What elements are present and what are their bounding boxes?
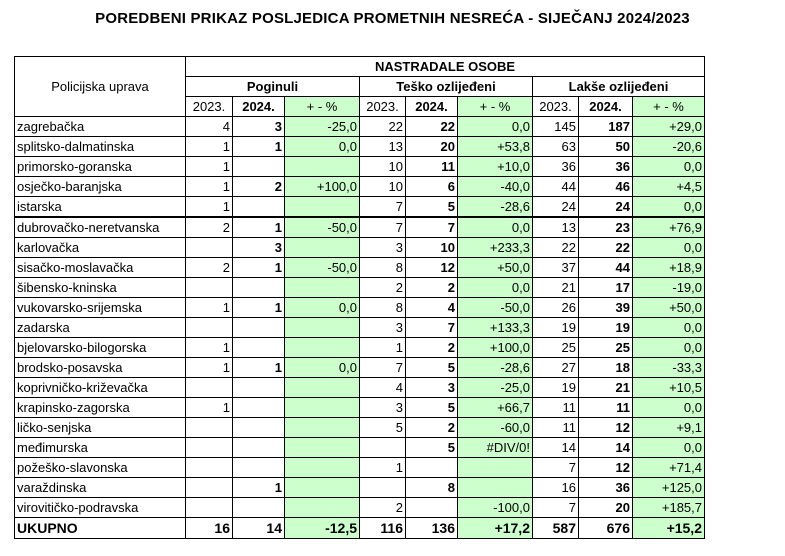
cell-light-change-pct: +4,5 [633, 177, 705, 197]
cell-killed-change-pct: 0,0 [285, 298, 360, 318]
cell-light-change-pct: 0,0 [633, 338, 705, 358]
cell-killed-change-pct: -50,0 [285, 217, 360, 238]
cell-light-2024: 20 [579, 498, 633, 518]
cell-killed-change-pct [285, 478, 360, 498]
cell-serious-change-pct: -40,0 [458, 177, 533, 197]
cell-light-2024: 12 [579, 418, 633, 438]
cell-light-change-pct: 0,0 [633, 238, 705, 258]
cell-serious-change-pct: 0,0 [458, 217, 533, 238]
police-unit-name: karlovačka [15, 238, 186, 258]
table-row [15, 338, 705, 358]
cell-serious-2024: 10 [406, 238, 458, 258]
cell-light-2023: 25 [533, 338, 579, 358]
cell-light-2024: 14 [579, 438, 633, 458]
cell-light-change-pct: 0,0 [633, 398, 705, 418]
col-header-police-unit: Policijska uprava [15, 57, 186, 117]
cell-killed-change-pct [285, 498, 360, 518]
cell-killed-2024 [233, 458, 285, 478]
cell-light-2023: 44 [533, 177, 579, 197]
cell-killed-2023 [186, 238, 233, 258]
cell-killed-change-pct [285, 318, 360, 338]
cell-serious-2023: 5 [360, 418, 406, 438]
cell-killed-2024: 1 [233, 137, 285, 157]
cell-serious-change-pct: +50,0 [458, 258, 533, 278]
cell-serious-2023: 22 [360, 117, 406, 137]
cell-serious-2023: 3 [360, 318, 406, 338]
cell-serious-2024: 136 [406, 518, 458, 539]
cell-killed-2023: 1 [186, 177, 233, 197]
cell-light-change-pct: +185,7 [633, 498, 705, 518]
cell-serious-2024: 5 [406, 358, 458, 378]
cell-serious-2023: 3 [360, 398, 406, 418]
cell-serious-2023: 2 [360, 498, 406, 518]
cell-serious-2023: 2 [360, 278, 406, 298]
cell-serious-2024 [406, 458, 458, 478]
subheader-pct: + - % [285, 97, 360, 117]
cell-serious-change-pct: -60,0 [458, 418, 533, 438]
subheader-pct: + - % [633, 97, 705, 117]
subheader-pct: + - % [458, 97, 533, 117]
table-row [15, 438, 705, 458]
cell-killed-change-pct [285, 157, 360, 177]
cell-light-2023: 37 [533, 258, 579, 278]
police-unit-name: dubrovačko-neretvanska [15, 217, 186, 238]
table-row [15, 238, 705, 258]
cell-serious-change-pct: +53,8 [458, 137, 533, 157]
cell-light-2023: 7 [533, 458, 579, 478]
cell-killed-2024: 2 [233, 177, 285, 197]
report-title: POREDBENI PRIKAZ POSLJEDICA PROMETNIH NESREĆA - SIJEČANJ 2024/2023 [95, 10, 690, 27]
cell-serious-change-pct: -28,6 [458, 358, 533, 378]
cell-killed-change-pct [285, 398, 360, 418]
cell-light-2024: 50 [579, 137, 633, 157]
cell-serious-2024: 5 [406, 398, 458, 418]
cell-light-change-pct: +15,2 [633, 518, 705, 539]
cell-serious-change-pct: +100,0 [458, 338, 533, 358]
cell-light-2023: 22 [533, 238, 579, 258]
table-row [15, 398, 705, 418]
total-label: UKUPNO [15, 518, 186, 539]
cell-serious-change-pct [458, 478, 533, 498]
cell-serious-change-pct: -100,0 [458, 498, 533, 518]
table-row [15, 137, 705, 157]
police-unit-name: osječko-baranjska [15, 177, 186, 197]
cell-serious-2023 [360, 438, 406, 458]
cell-serious-2024: 8 [406, 478, 458, 498]
cell-serious-2023: 1 [360, 338, 406, 358]
table-row [15, 117, 705, 137]
cell-killed-2023: 1 [186, 298, 233, 318]
cell-serious-change-pct: +66,7 [458, 398, 533, 418]
cell-killed-2024: 1 [233, 258, 285, 278]
cell-serious-2024: 11 [406, 157, 458, 177]
cell-serious-2023: 4 [360, 378, 406, 398]
cell-light-2023: 7 [533, 498, 579, 518]
cell-serious-2024 [406, 498, 458, 518]
cell-killed-change-pct [285, 278, 360, 298]
cell-light-change-pct: +125,0 [633, 478, 705, 498]
cell-serious-change-pct [458, 458, 533, 478]
cell-light-2024: 25 [579, 338, 633, 358]
cell-killed-2023: 1 [186, 358, 233, 378]
police-unit-name: primorsko-goranska [15, 157, 186, 177]
cell-serious-2023: 8 [360, 298, 406, 318]
cell-killed-2024 [233, 278, 285, 298]
cell-killed-2023: 2 [186, 258, 233, 278]
police-unit-name: vukovarsko-srijemska [15, 298, 186, 318]
cell-killed-change-pct [285, 438, 360, 458]
cell-killed-2023: 2 [186, 217, 233, 238]
police-unit-name: virovitičko-podravska [15, 498, 186, 518]
cell-light-change-pct: +18,9 [633, 258, 705, 278]
police-unit-name: brodsko-posavska [15, 358, 186, 378]
cell-killed-2023 [186, 418, 233, 438]
table-row [15, 217, 705, 238]
cell-killed-change-pct: -25,0 [285, 117, 360, 137]
cell-serious-2024: 20 [406, 137, 458, 157]
cell-killed-change-pct: 0,0 [285, 137, 360, 157]
cell-killed-2024: 3 [233, 238, 285, 258]
cell-light-2024: 12 [579, 458, 633, 478]
cell-serious-2023: 116 [360, 518, 406, 539]
cell-serious-2023: 7 [360, 217, 406, 238]
subheader-2023: 2023. [360, 97, 406, 117]
cell-light-2023: 21 [533, 278, 579, 298]
total-row [15, 518, 705, 539]
cell-light-change-pct: 0,0 [633, 197, 705, 218]
cell-light-change-pct: -19,0 [633, 278, 705, 298]
police-unit-name: splitsko-dalmatinska [15, 137, 186, 157]
cell-killed-2024 [233, 318, 285, 338]
police-unit-name: zadarska [15, 318, 186, 338]
police-unit-name: varaždinska [15, 478, 186, 498]
cell-light-2024: 39 [579, 298, 633, 318]
police-unit-name: zagrebačka [15, 117, 186, 137]
cell-killed-2024 [233, 157, 285, 177]
cell-serious-change-pct: +233,3 [458, 238, 533, 258]
table-row [15, 418, 705, 438]
cell-light-2024: 187 [579, 117, 633, 137]
subheader-2024: 2024. [406, 97, 458, 117]
cell-serious-2023: 7 [360, 358, 406, 378]
cell-killed-change-pct [285, 197, 360, 218]
table-row [15, 298, 705, 318]
cell-serious-2023: 7 [360, 197, 406, 218]
cell-light-2024: 11 [579, 398, 633, 418]
cell-serious-change-pct: +10,0 [458, 157, 533, 177]
cell-light-2024: 17 [579, 278, 633, 298]
cell-killed-2024 [233, 438, 285, 458]
cell-serious-change-pct: #DIV/0! [458, 438, 533, 458]
police-unit-name: koprivničko-križevačka [15, 378, 186, 398]
cell-light-2023: 19 [533, 378, 579, 398]
police-unit-name: šibensko-kninska [15, 278, 186, 298]
cell-light-change-pct: +29,0 [633, 117, 705, 137]
cell-serious-2023: 8 [360, 258, 406, 278]
cell-light-2023: 24 [533, 197, 579, 218]
cell-serious-2024: 7 [406, 217, 458, 238]
cell-serious-2024: 2 [406, 338, 458, 358]
cell-light-2023: 36 [533, 157, 579, 177]
cell-killed-2024 [233, 197, 285, 218]
cell-light-change-pct: +50,0 [633, 298, 705, 318]
cell-killed-2023: 1 [186, 398, 233, 418]
cell-killed-2023: 1 [186, 157, 233, 177]
cell-serious-2024: 12 [406, 258, 458, 278]
cell-light-change-pct: +9,1 [633, 418, 705, 438]
cell-light-2024: 36 [579, 157, 633, 177]
cell-serious-2024: 5 [406, 438, 458, 458]
cell-killed-2024: 1 [233, 358, 285, 378]
cell-killed-change-pct [285, 378, 360, 398]
police-unit-name: sisačko-moslavačka [15, 258, 186, 278]
cell-serious-change-pct: -25,0 [458, 378, 533, 398]
cell-serious-2023: 3 [360, 238, 406, 258]
cell-killed-change-pct: 0,0 [285, 358, 360, 378]
cell-killed-change-pct: -50,0 [285, 258, 360, 278]
cell-light-2024: 36 [579, 478, 633, 498]
cell-light-change-pct: -20,6 [633, 137, 705, 157]
cell-light-change-pct: -33,3 [633, 358, 705, 378]
cell-killed-2024: 1 [233, 217, 285, 238]
cell-light-2024: 676 [579, 518, 633, 539]
cell-light-change-pct: 0,0 [633, 157, 705, 177]
cell-serious-2023: 10 [360, 157, 406, 177]
cell-serious-change-pct: -28,6 [458, 197, 533, 218]
cell-killed-2023 [186, 438, 233, 458]
cell-serious-2024: 3 [406, 378, 458, 398]
group-header-seriously-injured: Teško ozlijeđeni [360, 77, 533, 97]
cell-light-2023: 14 [533, 438, 579, 458]
cell-light-2023: 13 [533, 217, 579, 238]
cell-serious-2024: 22 [406, 117, 458, 137]
cell-killed-2023: 4 [186, 117, 233, 137]
cell-killed-2023 [186, 498, 233, 518]
cell-serious-2024: 2 [406, 278, 458, 298]
cell-light-change-pct: +71,4 [633, 458, 705, 478]
cell-killed-2023 [186, 478, 233, 498]
cell-serious-2024: 7 [406, 318, 458, 338]
table-row [15, 278, 705, 298]
cell-light-2024: 19 [579, 318, 633, 338]
cell-killed-change-pct: +100,0 [285, 177, 360, 197]
cell-light-2023: 11 [533, 398, 579, 418]
cell-killed-change-pct [285, 458, 360, 478]
table-row [15, 318, 705, 338]
table-row [15, 177, 705, 197]
police-unit-name: istarska [15, 197, 186, 218]
cell-killed-2023: 1 [186, 338, 233, 358]
cell-killed-2023 [186, 378, 233, 398]
cell-serious-change-pct: +133,3 [458, 318, 533, 338]
cell-killed-2024 [233, 398, 285, 418]
cell-light-2023: 11 [533, 418, 579, 438]
table-row [15, 458, 705, 478]
cell-light-2023: 587 [533, 518, 579, 539]
police-unit-name: požeško-slavonska [15, 458, 186, 478]
cell-killed-2024 [233, 498, 285, 518]
cell-serious-2023 [360, 478, 406, 498]
cell-killed-2023: 16 [186, 518, 233, 539]
cell-killed-2024: 1 [233, 478, 285, 498]
cell-killed-change-pct [285, 418, 360, 438]
cell-light-2023: 26 [533, 298, 579, 318]
cell-serious-2024: 6 [406, 177, 458, 197]
cell-killed-2024: 14 [233, 518, 285, 539]
cell-serious-2024: 5 [406, 197, 458, 218]
table-row [15, 498, 705, 518]
cell-light-2023: 19 [533, 318, 579, 338]
police-unit-name: ličko-senjska [15, 418, 186, 438]
cell-light-change-pct: +10,5 [633, 378, 705, 398]
police-unit-name: međimurska [15, 438, 186, 458]
table-row [15, 197, 705, 218]
table-row [15, 378, 705, 398]
cell-light-2024: 23 [579, 217, 633, 238]
subheader-2023: 2023. [186, 97, 233, 117]
cell-light-2024: 24 [579, 197, 633, 218]
cell-killed-2024 [233, 418, 285, 438]
cell-killed-2023 [186, 318, 233, 338]
cell-killed-change-pct: -12,5 [285, 518, 360, 539]
cell-light-2023: 63 [533, 137, 579, 157]
cell-killed-change-pct [285, 238, 360, 258]
cell-killed-2023: 1 [186, 197, 233, 218]
cell-killed-2024 [233, 378, 285, 398]
table-row [15, 157, 705, 177]
cell-killed-2024: 3 [233, 117, 285, 137]
table-row [15, 358, 705, 378]
cell-light-2024: 21 [579, 378, 633, 398]
cell-killed-2024 [233, 338, 285, 358]
cell-light-2024: 44 [579, 258, 633, 278]
cell-serious-change-pct: 0,0 [458, 278, 533, 298]
subheader-2023: 2023. [533, 97, 579, 117]
cell-light-2024: 22 [579, 238, 633, 258]
police-unit-name: krapinsko-zagorska [15, 398, 186, 418]
casualty-table [14, 56, 705, 539]
cell-serious-change-pct: +17,2 [458, 518, 533, 539]
cell-light-2023: 27 [533, 358, 579, 378]
police-unit-name: bjelovarsko-bilogorska [15, 338, 186, 358]
cell-killed-change-pct [285, 338, 360, 358]
cell-killed-2023: 1 [186, 137, 233, 157]
cell-serious-change-pct: -50,0 [458, 298, 533, 318]
cell-serious-2023: 10 [360, 177, 406, 197]
cell-light-change-pct: 0,0 [633, 318, 705, 338]
cell-serious-2023: 13 [360, 137, 406, 157]
cell-light-change-pct: 0,0 [633, 438, 705, 458]
cell-serious-2023: 1 [360, 458, 406, 478]
cell-light-2024: 18 [579, 358, 633, 378]
group-header-lightly-injured: Lakše ozlijeđeni [533, 77, 705, 97]
table-row [15, 258, 705, 278]
cell-light-change-pct: +76,9 [633, 217, 705, 238]
subheader-2024: 2024. [233, 97, 285, 117]
cell-killed-2023 [186, 278, 233, 298]
table-body [15, 117, 705, 539]
cell-killed-2024: 1 [233, 298, 285, 318]
cell-serious-change-pct: 0,0 [458, 117, 533, 137]
table-row [15, 478, 705, 498]
cell-light-2023: 16 [533, 478, 579, 498]
cell-killed-2023 [186, 458, 233, 478]
cell-serious-2024: 4 [406, 298, 458, 318]
cell-light-2024: 46 [579, 177, 633, 197]
cell-light-2023: 145 [533, 117, 579, 137]
header-casualties: NASTRADALE OSOBE [186, 57, 705, 77]
group-header-killed: Poginuli [186, 77, 360, 97]
subheader-2024: 2024. [579, 97, 633, 117]
cell-serious-2024: 2 [406, 418, 458, 438]
